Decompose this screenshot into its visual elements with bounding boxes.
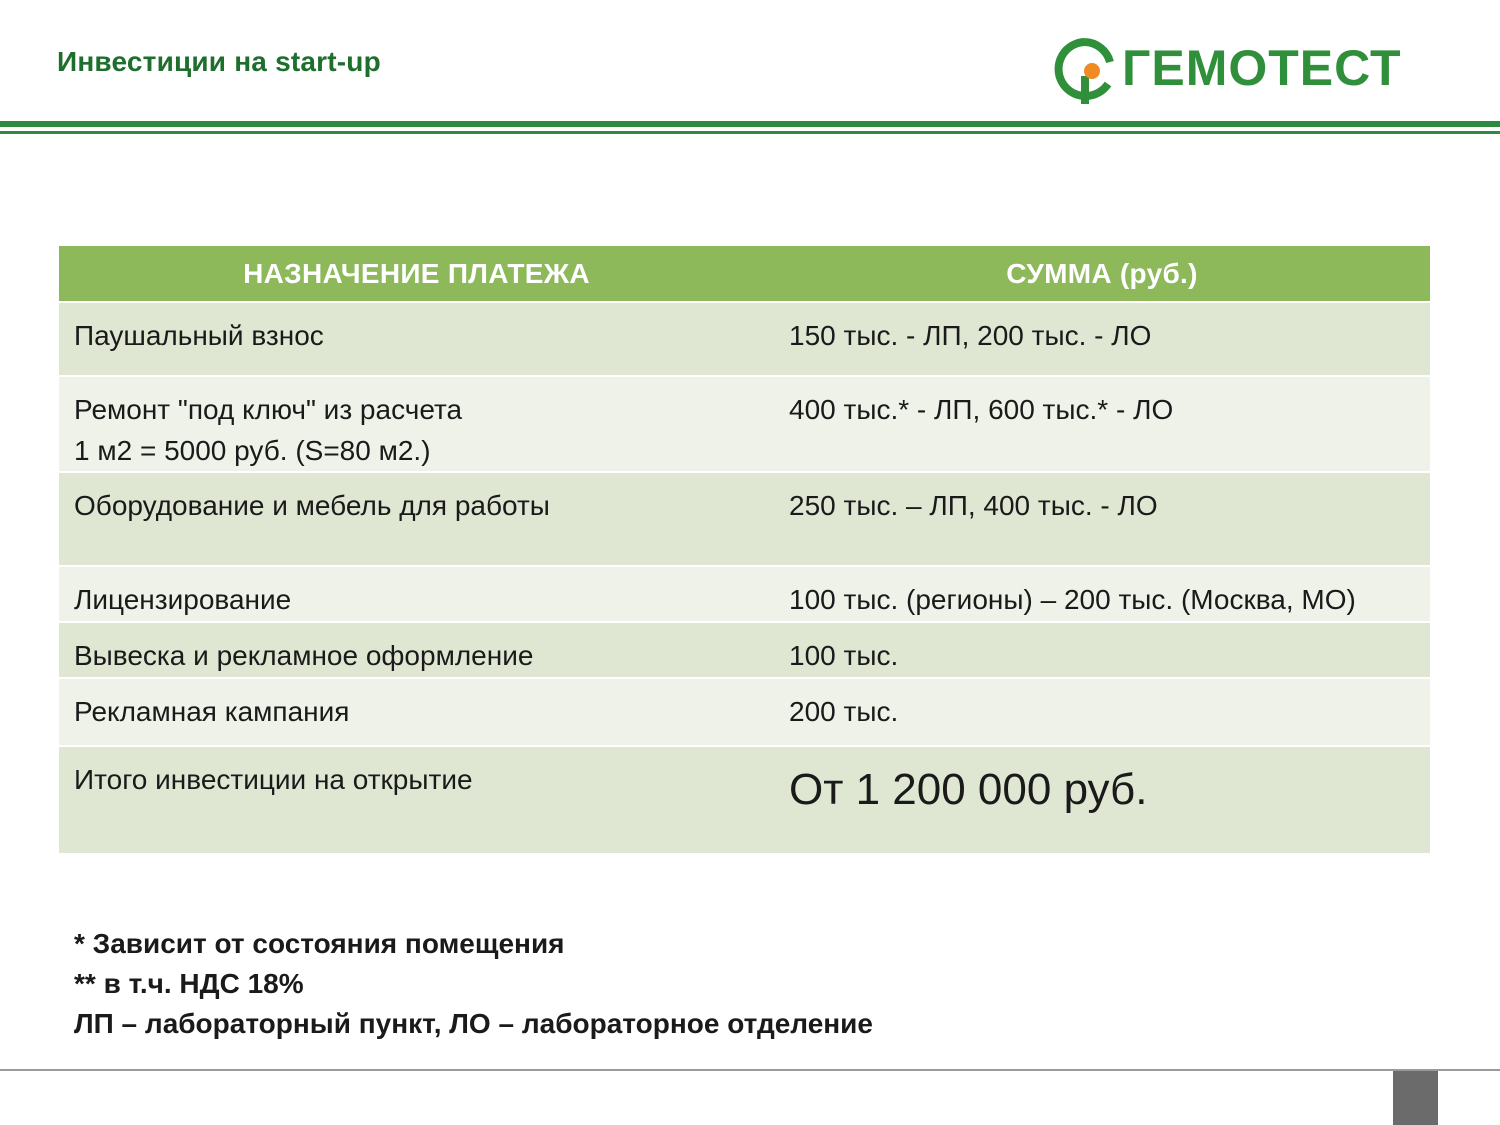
table-row — [59, 302, 1430, 376]
total-row — [59, 746, 1430, 853]
gemotest-logo — [1052, 36, 1442, 106]
purpose-cell: Оборудование и мебель для работы — [59, 472, 774, 566]
logo-drop-icon — [1052, 36, 1118, 106]
table-row — [59, 622, 1430, 678]
total-label-cell: Итого инвестиции на открытие — [59, 746, 774, 853]
purpose-cell: Паушальный взнос — [59, 302, 774, 376]
header-divider-thick — [0, 121, 1500, 127]
table-row — [59, 472, 1430, 566]
column-header-purpose: НАЗНАЧЕНИЕ ПЛАТЕЖА — [59, 246, 774, 302]
table-row — [59, 376, 1430, 472]
footer-page-tab — [1393, 1071, 1438, 1125]
table-row — [59, 678, 1430, 746]
footnote-vat: ** в т.ч. НДС 18% — [74, 968, 304, 999]
logo-text: ГЕМОТЕСТ — [1122, 40, 1402, 96]
total-amount-cell: От 1 200 000 руб. — [774, 746, 1430, 853]
footnotes — [74, 924, 873, 1044]
column-header-amount: СУММА (руб.) — [774, 246, 1430, 302]
footnote-abbreviations: ЛП – лабораторный пункт, ЛО – лабораторное отделение — [74, 1008, 873, 1039]
amount-cell: 100 тыс. — [774, 622, 1430, 678]
page-title: Инвестиции на start-up — [57, 46, 381, 77]
amount-cell: 400 тыс.* - ЛП, 600 тыс.* - ЛО — [774, 376, 1430, 472]
purpose-cell: Вывеска и рекламное оформление — [59, 622, 774, 678]
purpose-cell: Рекламная кампания — [59, 678, 774, 746]
purpose-line: 1 м2 = 5000 руб. (S=80 м2.) — [74, 435, 431, 466]
amount-cell: 100 тыс. (регионы) – 200 тыс. (Москва, МО) — [774, 566, 1430, 622]
table-header-row — [59, 246, 1430, 302]
purpose-line: Ремонт "под ключ" из расчета — [74, 394, 463, 425]
purpose-cell — [59, 376, 774, 472]
footer-divider — [0, 1069, 1500, 1071]
purpose-cell: Лицензирование — [59, 566, 774, 622]
header-divider-thin — [0, 131, 1500, 134]
amount-cell: 150 тыс. - ЛП, 200 тыс. - ЛО — [774, 302, 1430, 376]
investment-table — [59, 246, 1430, 853]
table-row — [59, 566, 1430, 622]
footnote-condition: * Зависит от состояния помещения — [74, 928, 565, 959]
amount-cell: 200 тыс. — [774, 678, 1430, 746]
amount-cell: 250 тыс. – ЛП, 400 тыс. - ЛО — [774, 472, 1430, 566]
